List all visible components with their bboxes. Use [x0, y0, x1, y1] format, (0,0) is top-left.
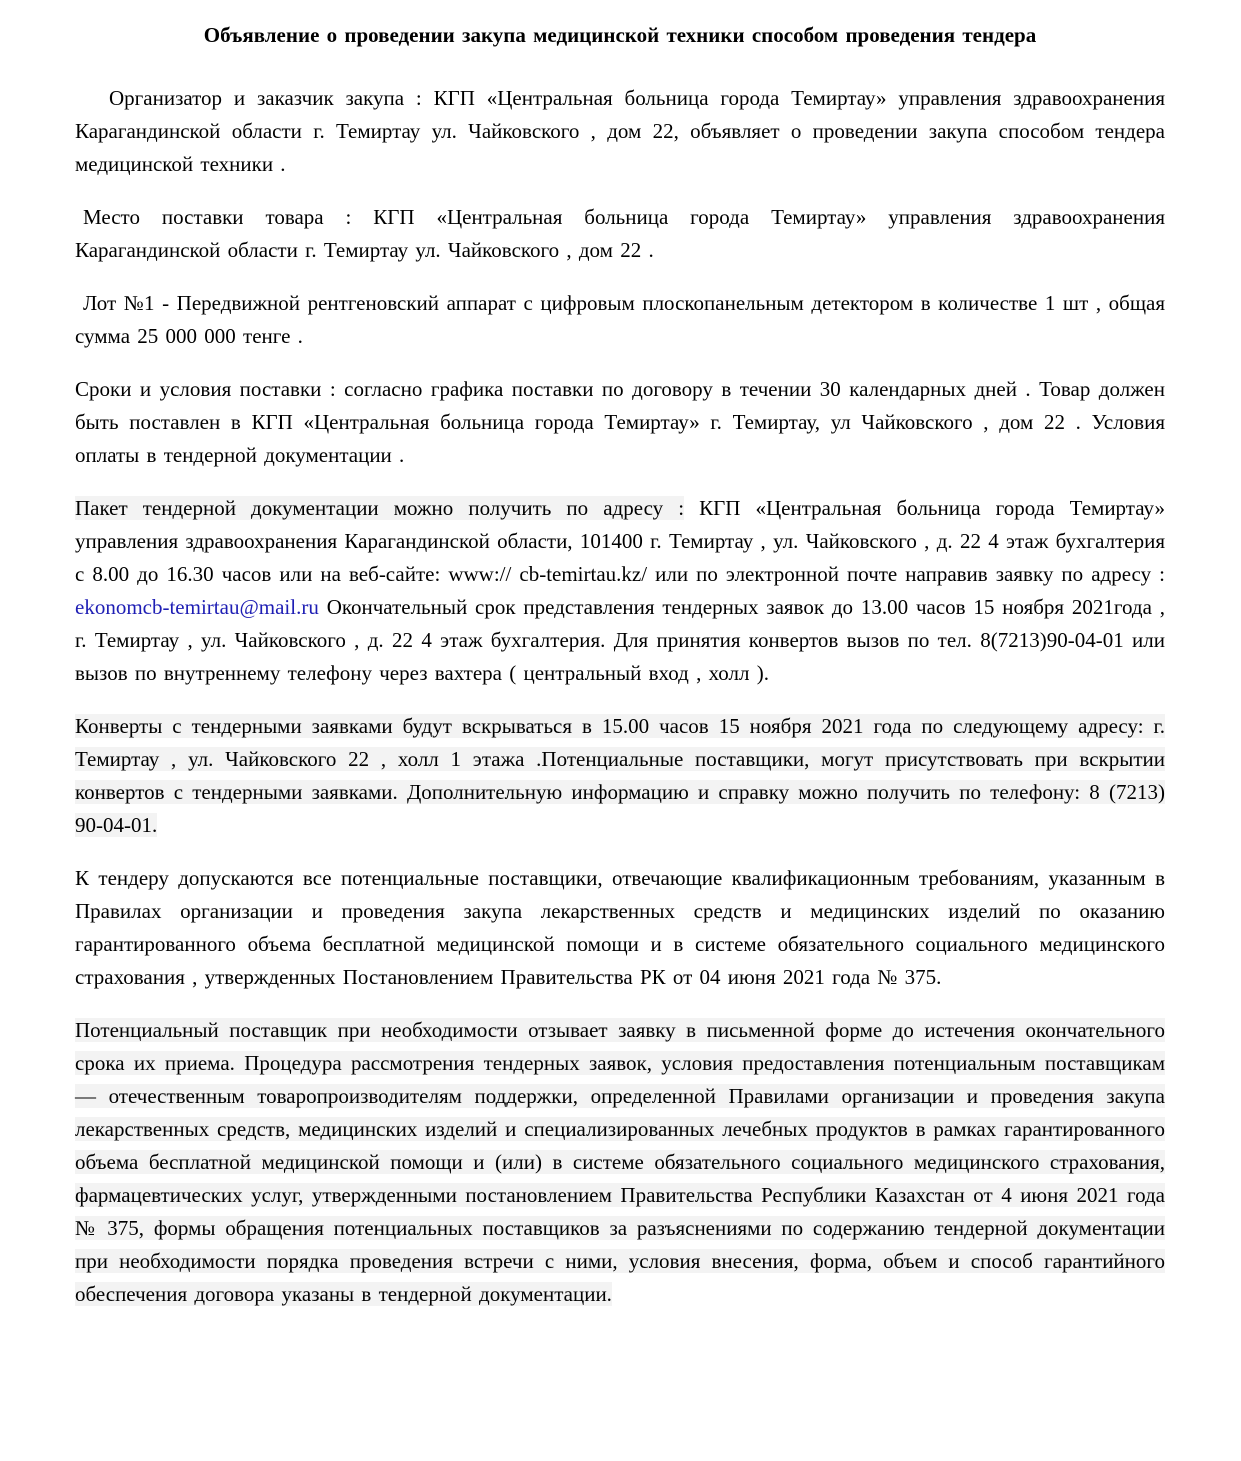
highlight-tender-docs-intro: Пакет тендерной документации можно получить по адресу :	[75, 496, 685, 521]
paragraph-withdrawal	[75, 1014, 1165, 1311]
tender-docs-body-text: КГП «Центральная больница города Темиртау» управления здравоохранения Карагандинской области, 101400 г. Темиртау , ул. Чайковского , д. 22 4 этаж бухгалтерия с 8.00 до 16.30 часов или на веб-сайте: www:// cb-temirtau.kz/ или по электронной почте направив заявку по адресу :	[75, 496, 1165, 587]
paragraph-delivery-terms: Сроки и условия поставки : согласно графика поставки по договору в течении 30 календарных дней . Товар должен быть поставлен в КГП «Центральная больница города Темиртау» г. Темиртау, ул Чайковского , дом 22 . Условия оплаты в тендерной документации .	[75, 377, 1165, 468]
paragraph-qualification: К тендеру допускаются все потенциальные поставщики, отвечающие квалификационным требованиям, указанным в Правилах организации и проведения закупа лекарственных средств и медицинских изделий по оказанию гарантированного объема бесплатной медицинской помощи и в системе обязательного социального медицинского страхования , утвержденных Постановлением Правительства РК от 04 июня 2021 года № 375.	[75, 866, 1165, 990]
highlight-envelope-opening: Конверты с тендерными заявками будут вскрываться в 15.00 часов 15 ноября 2021 года по следующему адресу: г. Темиртау , ул. Чайковского 22 , холл 1 этажа .Потенциальные поставщики, могут присутствовать при вскрытии конвертов с тендерными заявками. Дополнительную информацию и справку можно получить по телефону: 8 (7213) 90-04-01.	[75, 714, 1165, 838]
paragraph-organizer: Организатор и заказчик закупа : КГП «Центральная больница города Темиртау» управления здравоохранения Карагандинской области г. Темиртау ул. Чайковского , дом 22, объявляет о проведении закупа способом тендера медицинской техники .	[75, 86, 1165, 177]
document-title-text: Объявление о проведении закупа медицинской техники способом проведения тендера	[203, 23, 1037, 47]
paragraph-envelope-opening	[75, 710, 1165, 842]
paragraph-tender-docs	[75, 492, 1165, 690]
highlight-withdrawal: Потенциальный поставщик при необходимости отзывает заявку в письменной форме до истечения окончательного срока их приема. Процедура рассмотрения тендерных заявок, условия предоставления потенциальным поставщикам — отечественным товаропроизводителям поддержки, определенной Правилами организации и проведения закупа лекарственных средств, медицинских изделий и специализированных лечебных продуктов в рамках гарантированного объема бесплатной медицинской помощи и (или) в системе обязательного социального медицинского страхования, фармацевтических услуг, утвержденными постановлением Правительства Республики Казахстан от 4 июня 2021 года № 375, формы обращения потенциальных поставщиков за разъяснениями по содержанию тендерной документации при необходимости порядка проведения встречи с ними, условия внесения, форма, объем и способ гарантийного обеспечения договора указаны в тендерной документации.	[75, 1018, 1165, 1307]
email-link[interactable]: ekonomcb-temirtau@mail.ru	[75, 595, 319, 620]
document-title	[75, 22, 1165, 48]
paragraph-lot: Лот №1 - Передвижной рентгеновский аппарат с цифровым плоскопанельным детектором в количестве 1 шт , общая сумма 25 000 000 тенге .	[75, 291, 1165, 349]
paragraph-delivery-place: Место поставки товара : КГП «Центральная больница города Темиртау» управления здравоохранения Карагандинской области г. Темиртау ул. Чайковского , дом 22 .	[75, 205, 1165, 263]
tender-docs-tail-text: Окончательный срок представления тендерных заявок до 13.00 часов 15 ноября 2021года , г. Темиртау , ул. Чайковского , д. 22 4 этаж бухгалтерия. Для принятия конвертов вызов по тел. 8(7213)90-04-01 или вызов по внутреннему телефону через вахтера ( центральный вход , холл ).	[75, 595, 1165, 686]
